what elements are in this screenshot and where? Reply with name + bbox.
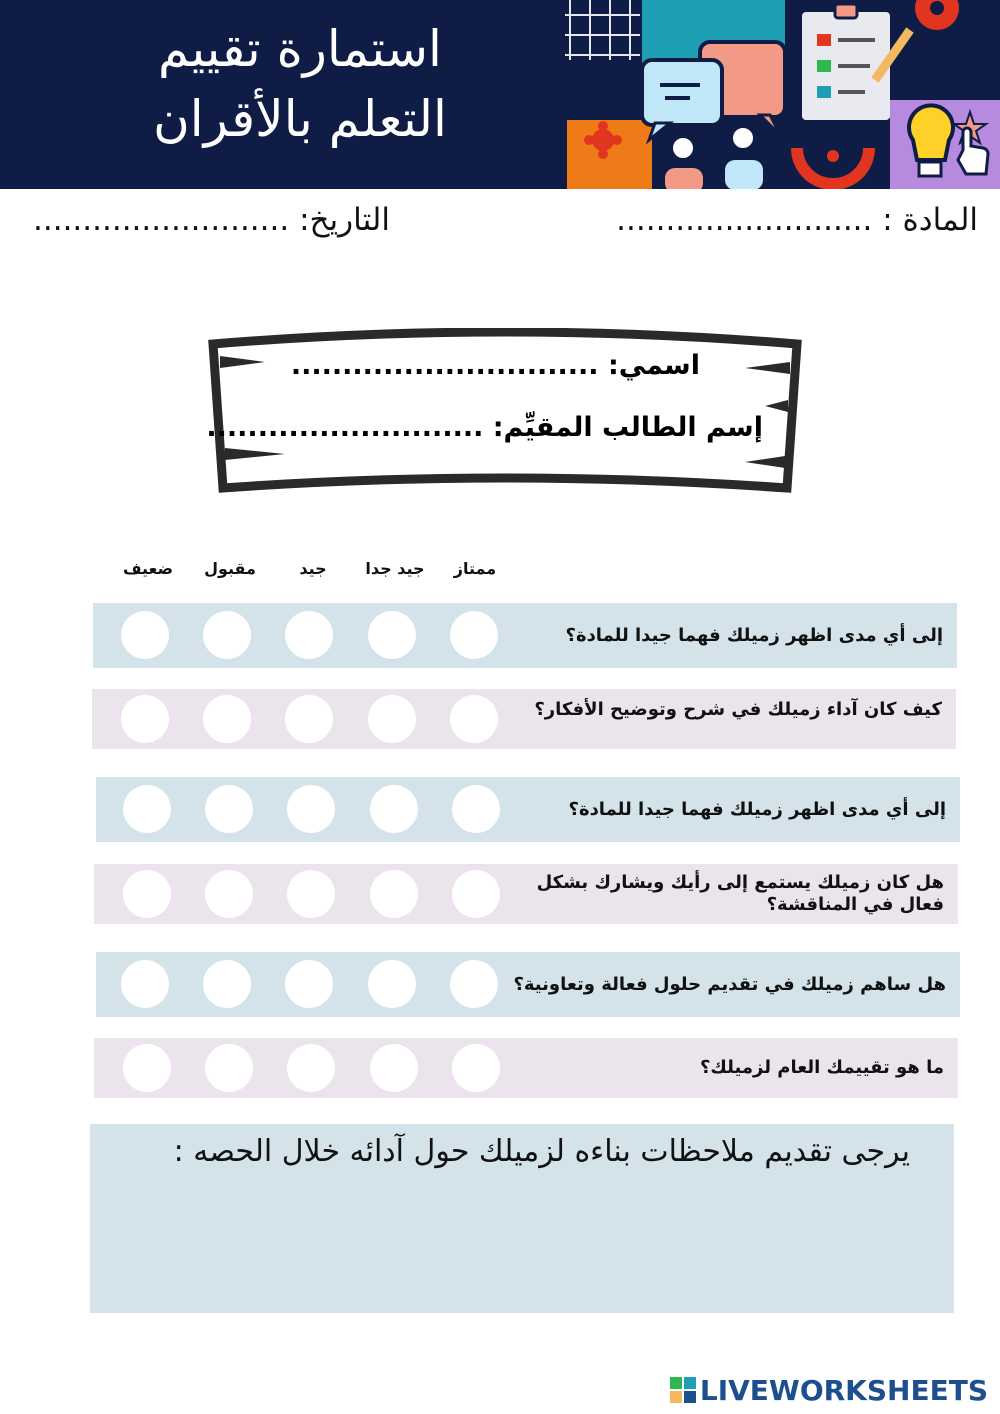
- rating-option-very-good[interactable]: [368, 611, 416, 659]
- rating-option-very-good[interactable]: [370, 870, 418, 918]
- rating-header-good: جيد: [299, 559, 327, 578]
- rating-option-very-good[interactable]: [368, 960, 416, 1008]
- rating-option-excellent[interactable]: [452, 870, 500, 918]
- rating-option-acceptable[interactable]: [205, 785, 253, 833]
- question-text: ما هو تقييمك العام لزميلك؟: [699, 1057, 944, 1078]
- rating-option-very-good[interactable]: [370, 1044, 418, 1092]
- brand-logo: [670, 1374, 988, 1406]
- question-text: هل كان زميلك يستمع إلى رأيك ويشارك بشكل فعال في المناقشة؟: [536, 872, 944, 915]
- question-row-5: [96, 952, 960, 1017]
- rating-option-weak[interactable]: [121, 695, 169, 743]
- notes-area[interactable]: [90, 1124, 954, 1313]
- rating-option-weak[interactable]: [123, 870, 171, 918]
- page-title: [100, 14, 500, 154]
- question-text: هل ساهم زميلك في تقديم حلول فعالة وتعاونية؟: [513, 973, 946, 995]
- people-icon: [665, 126, 763, 189]
- rating-option-excellent[interactable]: [452, 1044, 500, 1092]
- rating-option-acceptable[interactable]: [203, 611, 251, 659]
- rating-option-good[interactable]: [287, 1044, 335, 1092]
- my-name-field[interactable]: اسمي: ..............................: [290, 350, 700, 381]
- question-row-4: [94, 864, 958, 924]
- rating-option-weak[interactable]: [123, 1044, 171, 1092]
- rating-header-acceptable: مقبول: [204, 559, 256, 578]
- subject-field[interactable]: المادة : ..........................: [616, 202, 978, 238]
- rating-option-acceptable[interactable]: [203, 695, 251, 743]
- evaluator-name-field[interactable]: إسم الطالب المقيِّم: ...........................: [206, 412, 763, 443]
- question-row-1: [93, 603, 957, 668]
- liveworksheets-logo-icon: [670, 1377, 696, 1403]
- rating-option-excellent[interactable]: [452, 785, 500, 833]
- rating-header-weak: ضعيف: [122, 559, 174, 578]
- rating-option-excellent[interactable]: [450, 960, 498, 1008]
- notes-label: يرجى تقديم ملاحظات بناءه لزميلك حول آدائه خلال الحصه :: [173, 1134, 910, 1169]
- title-line-2: التعلم بالأقران: [153, 90, 447, 148]
- rating-option-weak[interactable]: [123, 785, 171, 833]
- rating-option-weak[interactable]: [121, 611, 169, 659]
- question-row-2: [92, 689, 956, 749]
- rating-option-very-good[interactable]: [368, 695, 416, 743]
- rating-option-excellent[interactable]: [450, 695, 498, 743]
- question-row-6: [94, 1038, 958, 1098]
- brand-name: LIVEWORKSHEETS: [699, 1373, 988, 1407]
- rating-option-very-good[interactable]: [370, 785, 418, 833]
- rating-option-acceptable[interactable]: [203, 960, 251, 1008]
- header-banner: [0, 0, 1000, 189]
- rating-option-weak[interactable]: [121, 960, 169, 1008]
- name-box: [205, 328, 805, 498]
- date-field[interactable]: التاريخ: ..........................: [33, 202, 390, 238]
- rating-option-good[interactable]: [287, 785, 335, 833]
- rating-option-good[interactable]: [287, 870, 335, 918]
- question-text: إلى أي مدى اظهر زميلك فهما جيدا للمادة؟: [568, 798, 946, 820]
- rating-option-acceptable[interactable]: [205, 870, 253, 918]
- gear-icon: [915, 0, 959, 30]
- question-row-3: [96, 777, 960, 842]
- header-illustration: [565, 0, 1000, 189]
- grid-pattern: [565, 0, 640, 60]
- orange-block: [567, 120, 652, 189]
- rating-header-very-good: جيد جدا: [365, 559, 425, 578]
- chat-bubble-blue: [642, 60, 722, 125]
- question-text: كيف كان آداء زميلك في شرح وتوضيح الأفكار؟: [534, 699, 942, 720]
- title-line-1: استمارة تقييم: [158, 20, 442, 78]
- rating-option-excellent[interactable]: [450, 611, 498, 659]
- rating-option-good[interactable]: [285, 960, 333, 1008]
- question-text: إلى أي مدى اظهر زميلك فهما جيدا للمادة؟: [565, 624, 943, 646]
- rating-header-excellent: ممتاز: [453, 559, 497, 578]
- rating-option-acceptable[interactable]: [205, 1044, 253, 1092]
- rating-option-good[interactable]: [285, 611, 333, 659]
- rating-option-good[interactable]: [285, 695, 333, 743]
